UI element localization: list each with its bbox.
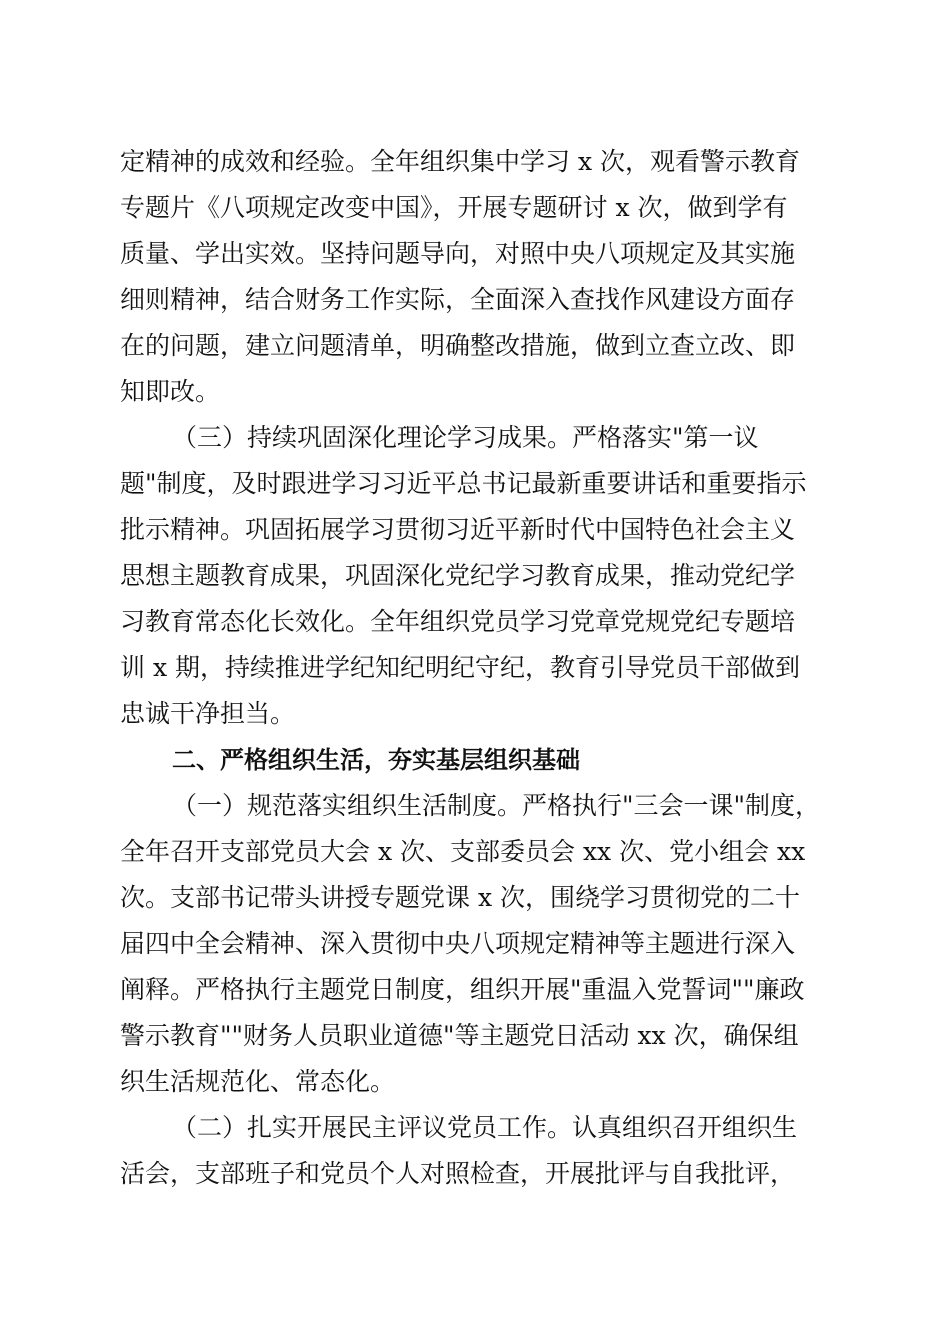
- paragraph-line: 织生活规范化、常态化。: [120, 1067, 396, 1096]
- paragraph-line: 细则精神，结合财务工作实际，全面深入查找作风建设方面存: [120, 285, 796, 314]
- paragraph-line: 训 x 期，持续推进学纪知纪明纪守纪，教育引导党员干部做到: [120, 653, 800, 682]
- paragraph-line: 批示精神。巩固拓展学习贯彻习近平新时代中国特色社会主义: [120, 515, 796, 544]
- paragraph-line: 题"制度，及时跟进学习习近平总书记最新重要讲话和重要指示: [120, 469, 807, 498]
- paragraph-line: 次。支部书记带头讲授专题党课 x 次，围绕学习贯彻党的二十: [120, 883, 800, 912]
- paragraph-line: 质量、学出实效。坚持问题导向，对照中央八项规定及其实施: [120, 239, 796, 268]
- section-heading: 二、严格组织生活，夯实基层组织基础: [172, 746, 580, 774]
- paragraph-line: 全年召开支部党员大会 x 次、支部委员会 xx 次、党小组会 xx: [120, 837, 806, 866]
- paragraph-line: 习教育常态化长效化。全年组织党员学习党章党规党纪专题培: [120, 607, 796, 636]
- subsection-first-line: （一）规范落实组织生活制度。严格执行"三会一课"制度，: [172, 791, 821, 820]
- paragraph-line: 阐释。严格执行主题党日制度，组织开展"重温入党誓词""廉政: [120, 975, 805, 1004]
- subsection-first-line: （三）持续巩固深化理论学习成果。严格落实"第一议: [172, 423, 759, 452]
- paragraph-line: 思想主题教育成果，巩固深化党纪学习教育成果，推动党纪学: [120, 561, 796, 590]
- paragraph-line: 知即改。: [120, 377, 221, 406]
- paragraph-line: 忠诚干净担当。: [120, 699, 296, 728]
- paragraph-line: 专题片《八项规定改变中国》，开展专题研讨 x 次，做到学有: [120, 193, 788, 222]
- paragraph-line: 定精神的成效和经验。全年组织集中学习 x 次，观看警示教育: [120, 147, 800, 176]
- paragraph-line: 活会，支部班子和党员个人对照检查，开展批评与自我批评，: [120, 1159, 796, 1188]
- subsection-first-line: （二）扎实开展民主评议党员工作。认真组织召开组织生: [172, 1113, 798, 1142]
- paragraph-line: 届四中全会精神、深入贯彻中央八项规定精神等主题进行深入: [120, 929, 796, 958]
- paragraph-line: 警示教育""财务人员职业道德"等主题党日活动 xx 次，确保组: [120, 1021, 799, 1050]
- paragraph-line: 在的问题，建立问题清单，明确整改措施，做到立查立改、即: [120, 331, 796, 360]
